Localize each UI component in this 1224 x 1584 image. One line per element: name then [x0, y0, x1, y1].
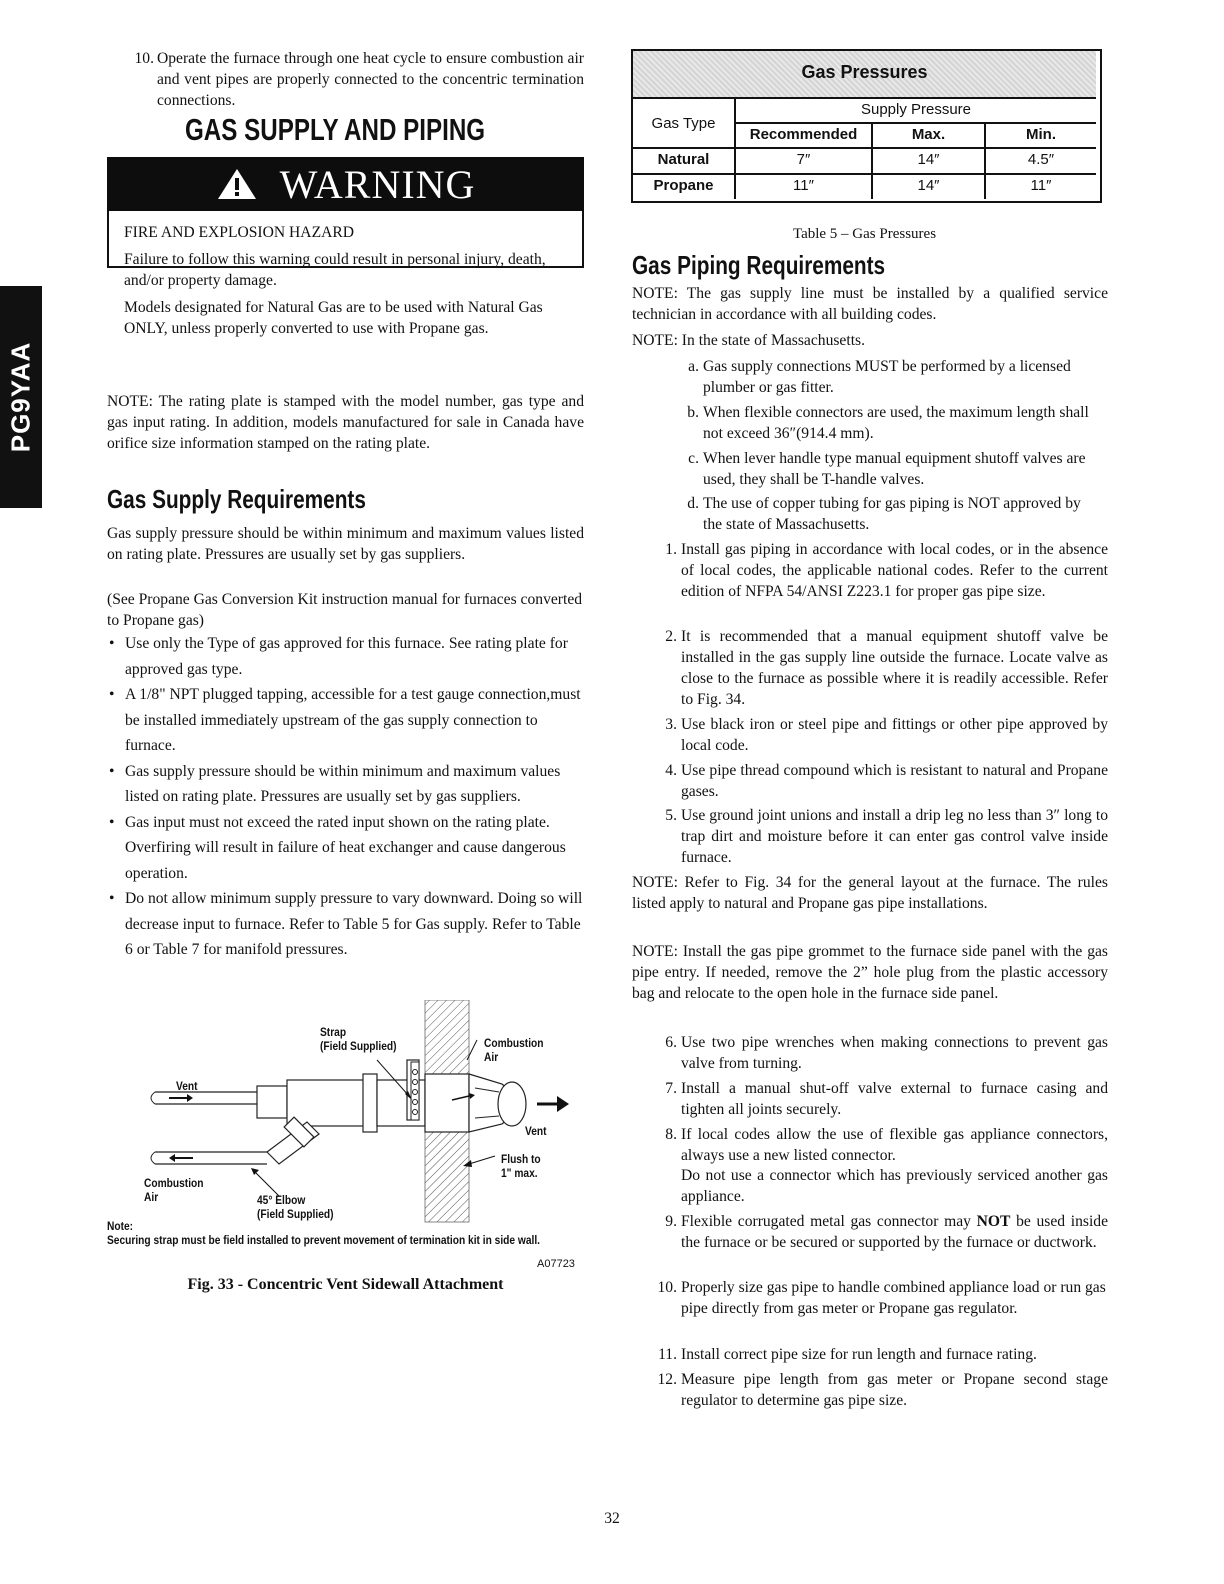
label-vent-right: Vent: [525, 1124, 547, 1138]
row-max: 14″: [917, 177, 940, 194]
piping-note-4: [632, 941, 1108, 1004]
figure-33: [107, 1000, 587, 1270]
list-marker: 9.: [665, 1213, 677, 1230]
col-min: Min.: [1026, 126, 1056, 143]
supply-bullet-list: [107, 631, 584, 963]
list-item: Install correct pipe size for run length and furnace rating.: [681, 1346, 1037, 1363]
list-marker: 12.: [657, 1371, 677, 1388]
supply-paragraph-1: Gas supply pressure should be within minimum and maximum values listed on rating plate. Pressures are usually set by gas suppliers.: [107, 525, 584, 563]
label-note: Note:: [107, 1219, 134, 1233]
col-recommended: Recommended: [749, 126, 858, 143]
label-combustion-air-top-2: Air: [484, 1050, 499, 1064]
step-9-pre: Flexible corrugated metal gas connector may: [681, 1213, 977, 1230]
list-item: • Gas supply pressure should be within minimum and maximum values listed on rating plate. Pressures are usually set by gas suppliers.: [107, 759, 584, 810]
list-marker: 2.: [665, 628, 677, 645]
col-supply-pressure: Supply Pressure: [860, 101, 972, 118]
warning-paragraph-1: Failure to follow this warning could result in personal injury, death, and/or property damage.: [124, 251, 546, 289]
label-elbow: 45° Elbow: [257, 1193, 306, 1207]
label-flush-2: 1" max.: [501, 1166, 538, 1180]
note-label: NOTE: [107, 393, 149, 410]
list-marker: 5.: [665, 807, 677, 824]
note-text: : The rating plate is stamped with the model number, gas type and gas input rating. In addition, models manufactured for sale in Canada have orifice size information stamped on the rating plate.: [107, 393, 584, 452]
label-combustion-air-top: Combustion: [484, 1036, 544, 1050]
table-title-band: [633, 51, 1096, 97]
list-marker: c.: [688, 450, 699, 467]
col-max: Max.: [911, 126, 946, 143]
gas-piping-heading: [632, 250, 948, 281]
note-label: NOTE: [632, 285, 674, 302]
label-flush: Flush to: [501, 1152, 541, 1166]
warning-paragraph-2: Models designated for Natural Gas are to be used with Natural Gas ONLY, unless properly converted to use with Propane gas.: [124, 299, 543, 337]
page-title: GAS SUPPLY AND PIPING: [185, 112, 486, 147]
table-caption: Table 5 – Gas Pressures: [792, 226, 937, 242]
side-tab-label: PG9YAA: [5, 341, 36, 453]
label-combustion-air-bottom: Combustion: [144, 1176, 204, 1190]
list-marker: 8.: [665, 1126, 677, 1143]
supply-paragraph-2: (See Propane Gas Conversion Kit instruction manual for furnaces converted to Propane gas): [107, 591, 583, 629]
list-marker: a.: [688, 358, 699, 375]
list-marker: 6.: [665, 1034, 677, 1051]
piping-note-2: [632, 330, 1108, 351]
warning-banner-label: WARNING: [279, 162, 476, 207]
list-item: Gas supply connections MUST be performed by a licensed plumber or gas fitter.: [703, 358, 1071, 396]
step-9-post: be used inside the furnace or be secured or supported by the furnace or ductwork.: [681, 1213, 1108, 1251]
section-heading: Gas Piping Requirements: [632, 250, 886, 280]
list-item: When flexible connectors are used, the maximum length shall not exceed 36″(914.4 mm).: [703, 404, 1089, 442]
list-item: Properly size gas pipe to handle combined appliance load or run gas pipe directly from gas meter or Propane gas regulator.: [681, 1279, 1106, 1317]
warning-triangle-icon: [216, 167, 258, 201]
label-combustion-air-bottom-2: Air: [144, 1190, 159, 1204]
note-text: : In the state of Massachusetts.: [673, 332, 865, 349]
list-marker: 4.: [665, 762, 677, 779]
row-max: 14″: [917, 151, 940, 168]
row-min: 4.5″: [1027, 151, 1055, 168]
list-item: • Gas input must not exceed the rated input shown on the rating plate. Overfiring will result in failure of heat exchanger and cause dangerous operation.: [107, 810, 584, 887]
label-strap-sub: (Field Supplied): [320, 1039, 397, 1053]
row-recommended: 7″: [796, 151, 811, 168]
note-text: : Install the gas pipe grommet to the furnace side panel with the gas pipe entry. If needed, remove the 2” hole plug from the plastic accessory bag and relocate to the open hole in the furnace side panel.: [632, 943, 1108, 1002]
list-item: If local codes allow the use of flexible gas appliance connectors, always use a new listed connector.: [681, 1126, 1108, 1164]
note-label: NOTE: [632, 332, 674, 349]
piping-note-3: [632, 872, 1108, 914]
step-10-number: 10.: [134, 50, 154, 67]
list-marker: 7.: [665, 1080, 677, 1097]
warning-hazard-title: FIRE AND EXPLOSION HAZARD: [124, 224, 355, 241]
list-item: Install a manual shut-off valve external to furnace casing and tighten all joints securely.: [681, 1080, 1108, 1118]
note-text: : The gas supply line must be installed by a qualified service technician in accordance with all building codes.: [632, 285, 1108, 323]
list-item: Install gas piping in accordance with local codes, or in the absence of local codes, the applicable national codes. Refer to the current edition of NFPA 54/ANSI Z223.1 for proper gas pipe size.: [681, 541, 1108, 600]
label-strap: Strap: [320, 1025, 347, 1039]
list-item: Measure pipe length from gas meter or Propane second stage regulator to determine gas pipe size.: [681, 1371, 1108, 1409]
label-vent-left: Vent: [176, 1079, 198, 1093]
list-item: Use two pipe wrenches when making connections to prevent gas valve from turning.: [681, 1034, 1108, 1072]
side-tab: [0, 286, 42, 508]
row-recommended: 11″: [793, 177, 814, 194]
table-title: Gas Pressures: [801, 62, 928, 82]
row-gas-type: Propane: [653, 177, 714, 194]
list-marker: 3.: [665, 716, 677, 733]
list-item: When lever handle type manual equipment shutoff valves are used, they shall be T-handle valves.: [703, 450, 1086, 488]
label-note-text: Securing strap must be field installed to prevent movement of termination kit in side wall.: [107, 1233, 541, 1247]
note-label: NOTE: [632, 874, 674, 891]
section-heading: Gas Supply Requirements: [107, 484, 366, 514]
warning-body: [124, 222, 570, 345]
step-9-bold: NOT: [976, 1213, 1011, 1230]
list-marker: d.: [687, 495, 699, 512]
figure-code: A07723: [537, 1258, 575, 1270]
list-item: • Do not allow minimum supply pressure to vary downward. Doing so will decrease input to furnace. Refer to Table 5 for Gas supply. Refer to Table 6 or Table 7 for manifold pressures.: [107, 886, 584, 963]
list-item: The use of copper tubing for gas piping is NOT approved by the state of Massachusetts.: [703, 495, 1081, 533]
gas-supply-heading: [107, 484, 431, 515]
list-marker: 1.: [665, 541, 677, 558]
section-title-gas-supply-piping: [185, 112, 570, 148]
note-text: : Refer to Fig. 34 for the general layout at the furnace. The rules listed apply to natural and Propane gas pipe installations.: [632, 874, 1108, 912]
list-item: Use ground joint unions and install a drip leg no less than 3″ long to trap dirt and moisture before it can enter gas control valve inside furnace.: [681, 807, 1108, 866]
list-item: It is recommended that a manual equipment shutoff valve be installed in the gas supply line outside the furnace. Locate valve as close to the furnace as possible where it is readily accessible. Refer to Fig. 34.: [681, 628, 1108, 708]
rating-plate-note: [107, 391, 584, 454]
row-min: 11″: [1030, 177, 1052, 194]
row-gas-type: Natural: [657, 151, 710, 168]
label-elbow-sub: (Field Supplied): [257, 1207, 334, 1221]
list-marker: b.: [687, 404, 699, 421]
warning-banner: [107, 157, 584, 211]
col-gas-type: Gas Type: [651, 115, 716, 132]
list-item: [681, 1211, 1108, 1253]
note-label: NOTE: [632, 943, 674, 960]
page-number: 32: [604, 1510, 620, 1527]
piping-note-1: [632, 283, 1108, 325]
step-8-extra: Do not use a connector which has previously serviced another gas appliance.: [681, 1167, 1108, 1205]
list-item: • A 1/8" NPT plugged tapping, accessible for a test gauge connection,must be installed immediately upstream of the gas supply connection to furnace.: [107, 682, 584, 759]
step-10-text: Operate the furnace through one heat cycle to ensure combustion air and vent pipes are properly connected to the concentric termination connections.: [157, 50, 584, 109]
list-marker: 10.: [657, 1279, 677, 1296]
figure-33-caption: Fig. 33 - Concentric Vent Sidewall Attachment: [187, 1276, 504, 1293]
list-item: Use black iron or steel pipe and fittings or other pipe approved by local code.: [681, 716, 1108, 754]
list-item: Use pipe thread compound which is resistant to natural and Propane gases.: [681, 762, 1108, 800]
list-item: • Use only the Type of gas approved for this furnace. See rating plate for approved gas type.: [107, 631, 584, 682]
list-marker: 11.: [658, 1346, 677, 1363]
